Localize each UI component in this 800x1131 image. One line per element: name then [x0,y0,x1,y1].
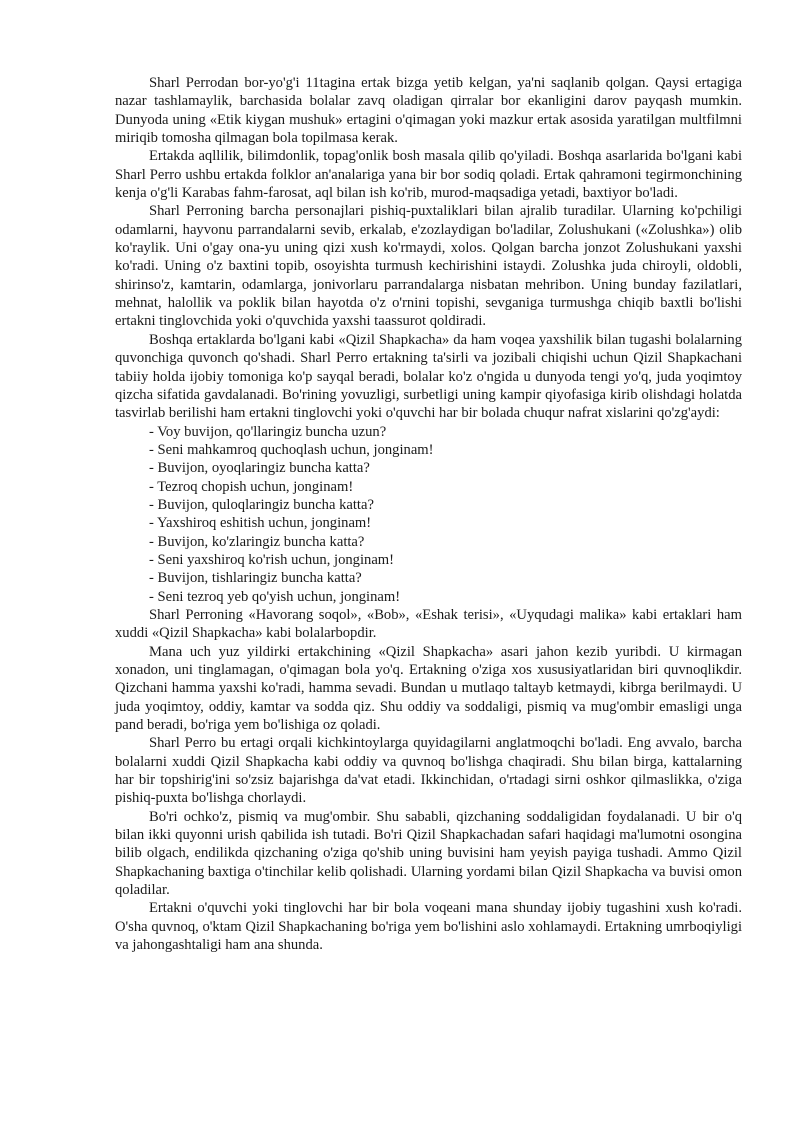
dialog-line: - Yaxshiroq eshitish uchun, jonginam! [149,515,372,532]
dialog-line: - Buvijon, oyoqlaringiz buncha katta? [149,460,370,477]
paragraph-lessons: Sharl Perro bu ertagi orqali kichkintoylarga quyidagilarni anglatmoqchi bo'ladi. Eng avvalo, barcha bolalarni xuddi Qizil Shapkacha kabi oddiy va quvnoq bo'lishga chaqiradi. Shu bilan birga, kattalarning har bir topshirig'ini so'zsiz bajarishga da'vat etadi. Ikkinchidan, o'rtadagi sirni oshkor qilmaslikka, o'ziga pishiq-puxta bo'lishga chorlaydi. [115,735,742,807]
dialog-line: - Seni tezroq yeb qo'yish uchun, jonginam! [149,588,401,605]
dialog-line: - Buvijon, tishlaringiz buncha katta? [149,570,362,587]
dialog-line: - Voy buvijon, qo'llaringiz buncha uzun? [149,423,387,440]
dialog-line: - Tezroq chopish uchun, jonginam! [149,478,354,495]
paragraph-red-riding-hood: Boshqa ertaklarda bo'lgani kabi «Qizil Shapkacha» da ham voqea yaxshilik bilan tugashi bolalarning quvonchiga quvonch qo'shadi. Sharl Perro ertakning ta'sirli va jozibali chiqishi uchun Qizil Shapkachani tabiiy holda ijobiy tomoniga ko'p sayqal beradi, bolalar ko'z o'ngida u dunyoda tengi yo'q, juda yoqimtoy qizcha sifatida gavdalanadi. Bo'rining yovuzligi, surbetligi uning kampir qiyofasiga kirib olishdagi holatda tasvirlab berilishi ham ertakni tinglovchi yoki o'quvchi har bir bolada chuqur nafrat xislarini qo'zg'aydi: [115,331,742,422]
paragraph-characters: Sharl Perroning barcha personajlari pishiq-puxtaliklari bilan ajralib turadilar. Ularning ko'pchiligi odamlarni, hayvonu parrandalarni sevib, erkalab, e'zozlaydigan bo'ladilar, Zolushukani («Zolushka») olib ko'raylik. Uni o'gay ona-yu uning qizi xush ko'rmaydi, xolos. Qolgan barcha jonzot Zolushukani yaxshi ko'radi. Uning o'z baxtini topib, osoyishta turmush kechirishini istaydi. Zolushka juda chiroyli, oldobli, shirinso'z, kamtarin, odamlarga, jonivorlaru parrandalarga nisbatan mehribon. Uning bunday fazilatlari, mehnat, halollik va poklik bilan hayotda o'z o'rnini topishi, sevganiga turmushga chiqib baxtli bo'lishi ertakni tinglovchida yoki o'quvchida yaxshi taassurot qoldiradi. [115,203,742,330]
dialog-line: - Seni yaxshiroq ko'rish uchun, jonginam! [149,551,395,568]
document-page [115,74,742,955]
paragraph-three-hundred-years: Mana uch yuz yildirki ertakchining «Qizil Shapkacha» asari jahon kezib yuribdi. U kirmagan xonadon, uni tinglamagan, o'qimagan bola yo'q. Ertakning o'ziga xos xususiyatlaridan biri quvnoqlikdir. Qizchani hamma yaxshi ko'radi, hamma sevadi. Bundan u mutlaqo taltayb ketmaydi, kibrga berilmaydi. U juda yoqimtoy, oddiy, kamtar va sodda qiz. Shu oddiy va soddaligi, pismiq va mug'ombir emasligi unga pand beradi, bo'riga yem bo'lishiga oz qoladi. [115,643,742,734]
dialog-line: - Seni mahkamroq quchoqlash uchun, jonginam! [149,441,434,458]
dialog-line: - Buvijon, quloqlaringiz buncha katta? [149,496,374,513]
dialog-block [115,423,742,606]
paragraph-wolf: Bo'ri ochko'z, pismiq va mug'ombir. Shu sababli, qizchaning soddaligidan foydalanadi. U bir o'q bilan ikki quyonni urish qabilida ish tutadi. Bo'ri Qizil Shapkachadan safari haqidagi ma'lumotni osongina bilib olgach, endilikda qizchaning o'ziga qo'shib uning buvisini ham yeyish payiga tushadi. Ammo Qizil Shapkachaning baxtiga o'tinchilar kelib qolishadi. Ularning yordami bilan Qizil Shapkacha va buvisi omon qoladilar. [115,808,742,899]
paragraph-other-tales: Sharl Perroning «Havorang soqol», «Bob», «Eshak terisi», «Uyqudagi malika» kabi ertaklari ham xuddi «Qizil Shapkacha» kabi bolalarbopdir. [115,606,742,642]
paragraph-conclusion: Ertakni o'quvchi yoki tinglovchi har bir bola voqeani mana shunday ijobiy tugashini xush ko'radi. O'sha quvnoq, o'ktam Qizil Shapkachaning bo'riga yem bo'lishini aslo xohlamaydi. Ertakning umrboqiyligi va jahongashtaligi ham ana shunda. [115,900,742,954]
paragraph-intro: Sharl Perrodan bor-yo'g'i 11tagina ertak bizga yetib kelgan, ya'ni saqlanib qolgan. Qaysi ertagiga nazar tashlamaylik, barchasida bolalar zavq oladigan qirralar bor ekanligini darov payqash mumkin. Dunyoda uning «Etik kiygan mushuk» ertagini o'qimagan yoki mazkur ertak asosida yaratilgan multfilmni miriqib tomosha qilmagan bola topilmasa kerak. [115,75,742,147]
dialog-line: - Buvijon, ko'zlaringiz buncha katta? [149,533,365,550]
paragraph-cleverness: Ertakda aqllilik, bilimdonlik, topag'onlik bosh masala qilib qo'yiladi. Boshqa asarlarida bo'lgani kabi Sharl Perro ushbu ertakda folklor an'analariga yana bir bor sodiq qoladi. Ertak qahramoni tegirmonchining kenja o'g'li Karabas fahm-farosat, aql bilan ish ko'rib, murod-maqsadiga yetadi, baxtiyor bo'ladi. [115,148,742,202]
